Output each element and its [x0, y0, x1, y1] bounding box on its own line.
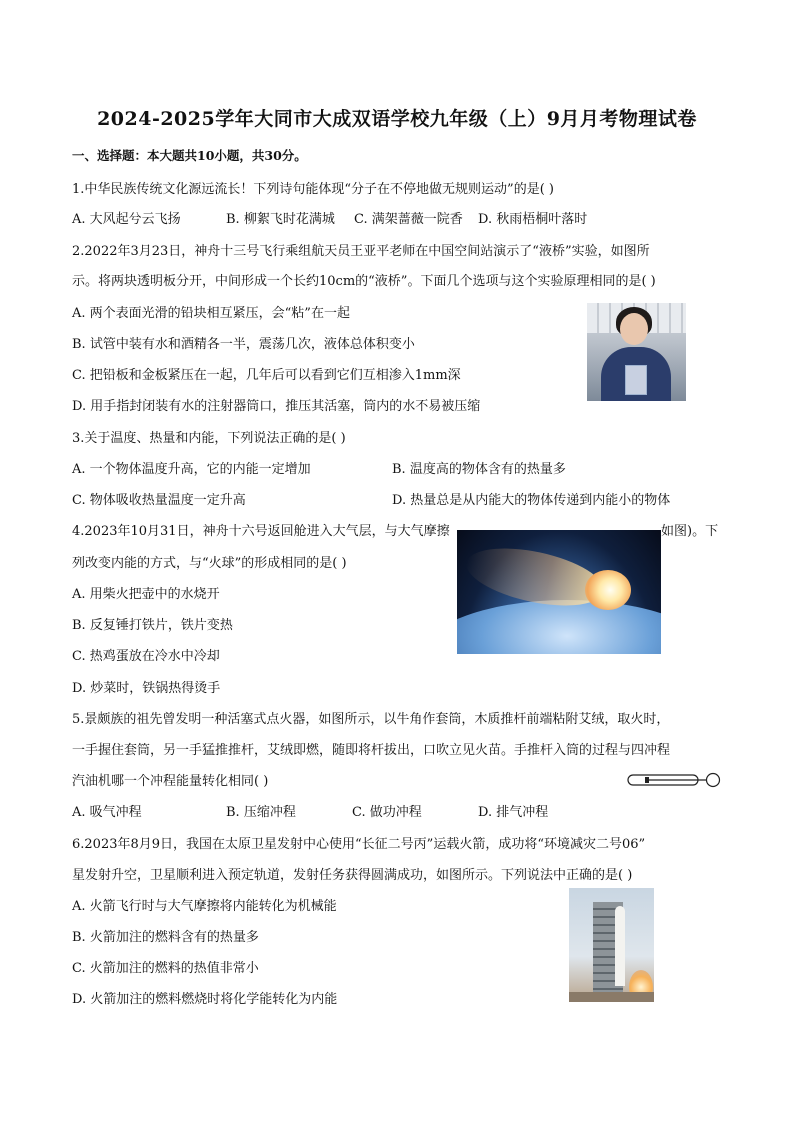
q1-option-c: C. 满架蔷薇一院香 — [354, 212, 463, 227]
q6-stem-line1: 6.2023年8月9日，我国在太原卫星发射中心使用“长征二号丙”运载火箭，成功将“环境减灾二号06” — [72, 837, 646, 852]
q4-stem-line1: 4.2023年10月31日，神舟十六号返回舱进入大气层，与大气摩擦 — [72, 524, 450, 539]
q1-option-a: A. 大风起兮云飞扬 — [72, 212, 181, 227]
q2-option-a: A. 两个表面光滑的铅块相互紧压，会“粘”在一起 — [72, 306, 350, 321]
q5-stem-line1: 5.景颇族的祖先曾发明一种活塞式点火器，如图所示，以牛角作套筒，木质推杆前端粘附艾绒，取火时， — [72, 712, 670, 727]
q3-stem: 3.关于温度、热量和内能，下列说法正确的是( ) — [72, 431, 346, 446]
q4-stem-line1-end: 如图)。下 — [661, 524, 719, 539]
q1-stem: 1.中华民族传统文化源远流长！下列诗句能体现“分子在不停地做无规则运动”的是( ) — [72, 182, 554, 197]
q2-stem-line1: 2.2022年3月23日，神舟十三号飞行乘组航天员王亚平老师在中国空间站演示了“液桥”实验，如图所 — [72, 244, 650, 259]
q4-option-d: D. 炒菜时，铁锅热得烫手 — [72, 681, 221, 696]
q5-option-a: A. 吸气冲程 — [72, 805, 142, 820]
q5-option-b: B. 压缩冲程 — [226, 805, 296, 820]
q6-option-d: D. 火箭加注的燃料燃烧时将化学能转化为内能 — [72, 992, 338, 1007]
q4-option-b: B. 反复锤打铁片，铁片变热 — [72, 618, 233, 633]
q6-option-c: C. 火箭加注的燃料的热值非常小 — [72, 961, 259, 976]
q2-option-d: D. 用手指封闭装有水的注射器筒口，推压其活塞，筒内的水不易被压缩 — [72, 399, 481, 414]
reentry-fireball-photo — [457, 530, 661, 654]
q3-option-a: A. 一个物体温度升高，它的内能一定增加 — [72, 462, 311, 477]
q1-option-d: D. 秋雨梧桐叶落时 — [478, 212, 588, 227]
section-heading: 一、选择题：本大题共10小题，共30分。 — [72, 148, 307, 163]
q4-stem-line2: 列改变内能的方式，与“火球”的形成相同的是( ) — [72, 556, 347, 571]
q6-option-b: B. 火箭加注的燃料含有的热量多 — [72, 930, 259, 945]
q4-option-a: A. 用柴火把壶中的水烧开 — [72, 587, 220, 602]
q5-option-c: C. 做功冲程 — [352, 805, 422, 820]
q6-stem-line2: 星发射升空，卫星顺利进入预定轨道，发射任务获得圆满成功，如图所示。下列说法中正确的是( ) — [72, 868, 633, 883]
q5-option-d: D. 排气冲程 — [478, 805, 549, 820]
q1-option-b: B. 柳絮飞时花满城 — [226, 212, 335, 227]
q3-option-c: C. 物体吸收热量温度一定升高 — [72, 493, 246, 508]
q2-stem-line2: 示。将两块透明板分开，中间形成一个长约10cm的“液桥”。下面几个选项与这个实验原理相同的是( ) — [72, 274, 656, 289]
q3-option-b: B. 温度高的物体含有的热量多 — [392, 462, 566, 477]
q2-option-b: B. 试管中装有水和酒精各一半，震荡几次，液体总体积变小 — [72, 337, 415, 352]
q6-option-a: A. 火箭飞行时与大气摩擦将内能转化为机械能 — [72, 899, 337, 914]
rocket-launch-photo — [569, 888, 654, 1002]
q4-option-c: C. 热鸡蛋放在冷水中冷却 — [72, 649, 220, 664]
q5-stem-line2: 一手握住套筒，另一手猛推推杆，艾绒即燃，随即将杆拔出，口吹立见火苗。手推杆入筒的过程与四冲程 — [72, 743, 671, 758]
liquid-bridge-photo — [587, 303, 686, 401]
exam-title: 2024-2025学年大同市大成双语学校九年级（上）9月月考物理试卷 — [97, 108, 697, 130]
q3-option-d: D. 热量总是从内能大的物体传递到内能小的物体 — [392, 493, 671, 508]
fire-piston-diagram — [627, 771, 721, 789]
q5-stem-line3: 汽油机哪一个冲程能量转化相同( ) — [72, 774, 269, 789]
q2-option-c: C. 把铅板和金板紧压在一起，几年后可以看到它们互相渗入1mm深 — [72, 368, 461, 383]
